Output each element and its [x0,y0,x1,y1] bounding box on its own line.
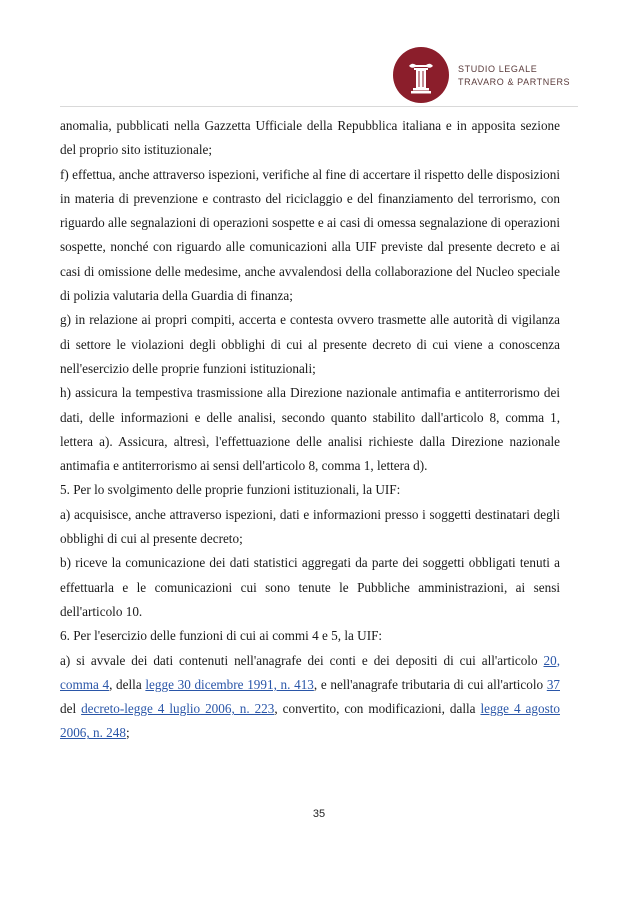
paragraph-text: a) si avvale dei dati contenuti nell'anagrafe dei conti e dei depositi di cui all'articolo [60,652,544,668]
paragraph: 6. Per l'esercizio delle funzioni di cui ai commi 4 e 5, la UIF: [60,628,383,644]
link-article-20[interactable]: 20, comma 4 [60,652,560,692]
law-firm-logo-icon [392,46,450,104]
page-number: 35 [312,808,326,820]
paragraph-text: , e nell'anagrafe tributaria di cui all'articolo [313,676,547,692]
document-body [60,114,560,746]
paragraph: 5. Per lo svolgimento delle proprie funzioni istituzionali, la UIF: [60,482,401,498]
link-legge-413-1991[interactable]: legge 30 dicembre 1991, n. 413 [145,676,314,692]
paragraph-text: ; [125,725,130,741]
law-firm-logo-text [458,63,578,89]
paragraph-text: del [60,701,82,717]
page-header [0,0,638,104]
paragraph-text: , convertito, con modificazioni, dalla [274,701,481,717]
paragraph-text: , della [109,676,146,692]
paragraph-with-links [60,649,560,746]
paragraph: b) riceve la comunicazione dei dati statistici aggregati da parte dei soggetti obbligati tenuti a effettuarla e le comunicazioni cui sono tenute le Pubbliche amministrazioni, ai sensi dell'articolo 10. [60,555,560,619]
link-legge-248-2006[interactable]: legge 4 agosto 2006, n. 248 [60,701,560,741]
logo-line-1: STUDIO LEGALE [458,64,538,74]
paragraph: f) effettua, anche attraverso ispezioni, verifiche al fine di accertare il rispetto delle disposizioni in materia di prevenzione e contrasto del riciclaggio e del finanziamento del terrorismo, con riguardo alle segnalazioni di operazioni sospette e ai casi di omessa segnalazione di operazioni sospette, nonché con riguardo alle comunicazioni alla UIF previste dal presente decreto e ai casi di omissione delle medesime, anche avvalendosi della collaborazione del Nucleo speciale di polizia valutaria della Guardia di finanza; [60,166,560,304]
header-divider [60,106,578,107]
logo-line-2: TRAVARO & PARTNERS [458,77,571,87]
paragraph: a) acquisisce, anche attraverso ispezioni, dati e informazioni presso i soggetti destinatari degli obblighi di cui al presente decreto; [60,506,560,547]
paragraph: h) assicura la tempestiva trasmissione alla Direzione nazionale antimafia e antiterrorismo dei dati, delle informazioni e delle analisi, secondo quanto stabilito dall'articolo 8, comma 1, lettera a). Assicura, altresì, l'effettuazione delle analisi richieste dalla Direzione nazionale antimafia e antiterrorismo ai sensi dell'articolo 8, comma 1, lettera d). [60,385,560,474]
link-article-37[interactable]: 37 [546,676,560,692]
paragraph: anomalia, pubblicati nella Gazzetta Ufficiale della Repubblica italiana e in apposita sezione del proprio sito istituzionale; [60,118,560,158]
paragraph: g) in relazione ai propri compiti, accerta e contesta ovvero trasmette alle autorità di vigilanza di settore le violazioni degli obblighi di cui al presente decreto di cui viene a conoscenza nell'esercizio delle proprie funzioni istituzionali; [60,312,560,376]
link-decreto-legge-223-2006[interactable]: decreto-legge 4 luglio 2006, n. 223 [81,701,275,717]
